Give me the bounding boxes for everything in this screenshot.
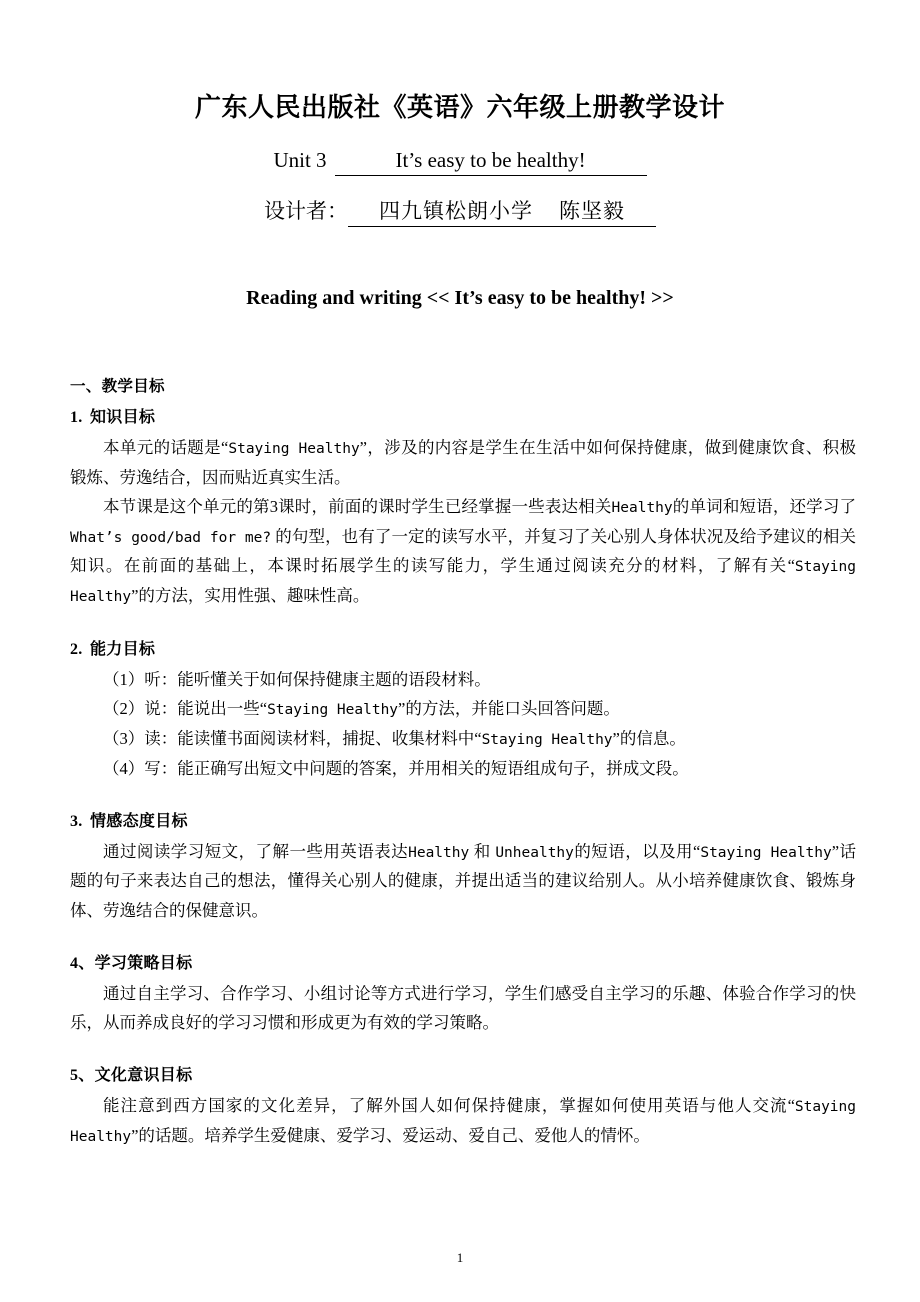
designer-line — [0, 176, 920, 227]
heading-ability-number: 2. — [70, 641, 83, 659]
heading-cultural-label: 文化意识目标 — [94, 1067, 193, 1085]
designer-value-blank — [348, 198, 656, 227]
section-spacer — [70, 1037, 856, 1063]
heading-ability-objective — [70, 637, 856, 663]
page-title: 广东人民出版社《英语》六年级上册教学设计 — [194, 93, 725, 122]
section-spacer — [70, 783, 856, 809]
heading-strategy-number: 4、 — [70, 955, 95, 973]
heading-strategy-label: 学习策略目标 — [94, 955, 193, 973]
section-spacer — [70, 611, 856, 637]
heading-cultural-number: 5、 — [70, 1067, 95, 1085]
paragraph-strategy-1: 通过自主学习、合作学习、小组讨论等方式进行学习，学生们感受自主学习的乐趣、体验合作学习的快乐，从而养成良好的学习习惯和形成更为有效的学习策略。 — [70, 983, 856, 1033]
paragraph-knowledge-1: 本单元的话题是“Staying Healthy”，涉及的内容是学生在生活中如何保持健康，做到健康饮食、积极锻炼、劳逸结合，因而贴近真实生活。 — [70, 437, 856, 487]
list-item: （1）听：能听懂关于如何保持健康主题的语段材料。 — [103, 669, 491, 689]
heading-strategy-objective — [70, 951, 856, 977]
unit-line — [0, 125, 920, 176]
heading-knowledge-label: 知识目标 — [90, 409, 156, 427]
unit-value-blank: It’s easy to be healthy! — [335, 147, 647, 176]
heading-affective-objective — [70, 809, 856, 835]
heading-knowledge-objective — [70, 405, 856, 431]
list-item: （2）说：能说出一些“Staying Healthy”的方法，并能口头回答问题。 — [103, 699, 620, 718]
paragraph-knowledge-2: 本节课是这个单元的第3课时，前面的课时学生已经掌握一些表达相关Healthy的单词和短语，还学习了What’s good/bad for me? 的句型，也有了一定的读写水平，并复习了关心别人身体状况及给予建议的相关知识。在前面的基础上，本课时拓展学生的读写能力，学生通过阅读充分的材料，了解有关“Staying Healthy”的方法，实用性强、趣味性高。 — [70, 496, 857, 606]
heading-teaching-objectives: 一、教学目标 — [70, 378, 165, 396]
section-spacer — [70, 925, 856, 951]
list-item: （4）写：能正确写出短文中问题的答案，并用相关的短语组成句子，拼成文段。 — [103, 758, 689, 778]
list-item: （3）读：能读懂书面阅读材料，捕捉、收集材料中“Staying Healthy”的信息。 — [103, 728, 686, 748]
designer-label: 设计者： — [264, 198, 348, 223]
paragraph-affective-1: 通过阅读学习短文，了解一些用英语表达Healthy 和 Unhealthy的短语，以及用“Staying Healthy”话题的句子来表达自己的想法，懂得关心别人的健康，并提出适当的建议给别人。从小培养健康饮食、锻炼身体、劳逸结合的保健意识。 — [70, 841, 857, 920]
heading-cultural-objective — [70, 1063, 856, 1089]
subject-heading: Reading and writing << It’s easy to be healthy! >> — [246, 287, 674, 310]
page-number: 1 — [456, 1250, 464, 1265]
heading-affective-label: 情感态度目标 — [90, 812, 188, 830]
unit-label: Unit 3 — [273, 147, 327, 172]
heading-ability-label: 能力目标 — [90, 641, 156, 659]
designer-name: 陈坚毅 — [559, 198, 625, 223]
heading-affective-number: 3. — [70, 812, 83, 830]
designer-school: 四九镇松朗小学 — [379, 198, 533, 223]
heading-knowledge-number: 1. — [70, 409, 83, 427]
paragraph-cultural-1: 能注意到西方国家的文化差异，了解外国人如何保持健康，掌握如何使用英语与他人交流“Staying Healthy”的话题。培养学生爱健康、爱学习、爱运动、爱自己、爱他人的情怀。 — [70, 1095, 856, 1145]
document-body — [0, 375, 920, 1150]
